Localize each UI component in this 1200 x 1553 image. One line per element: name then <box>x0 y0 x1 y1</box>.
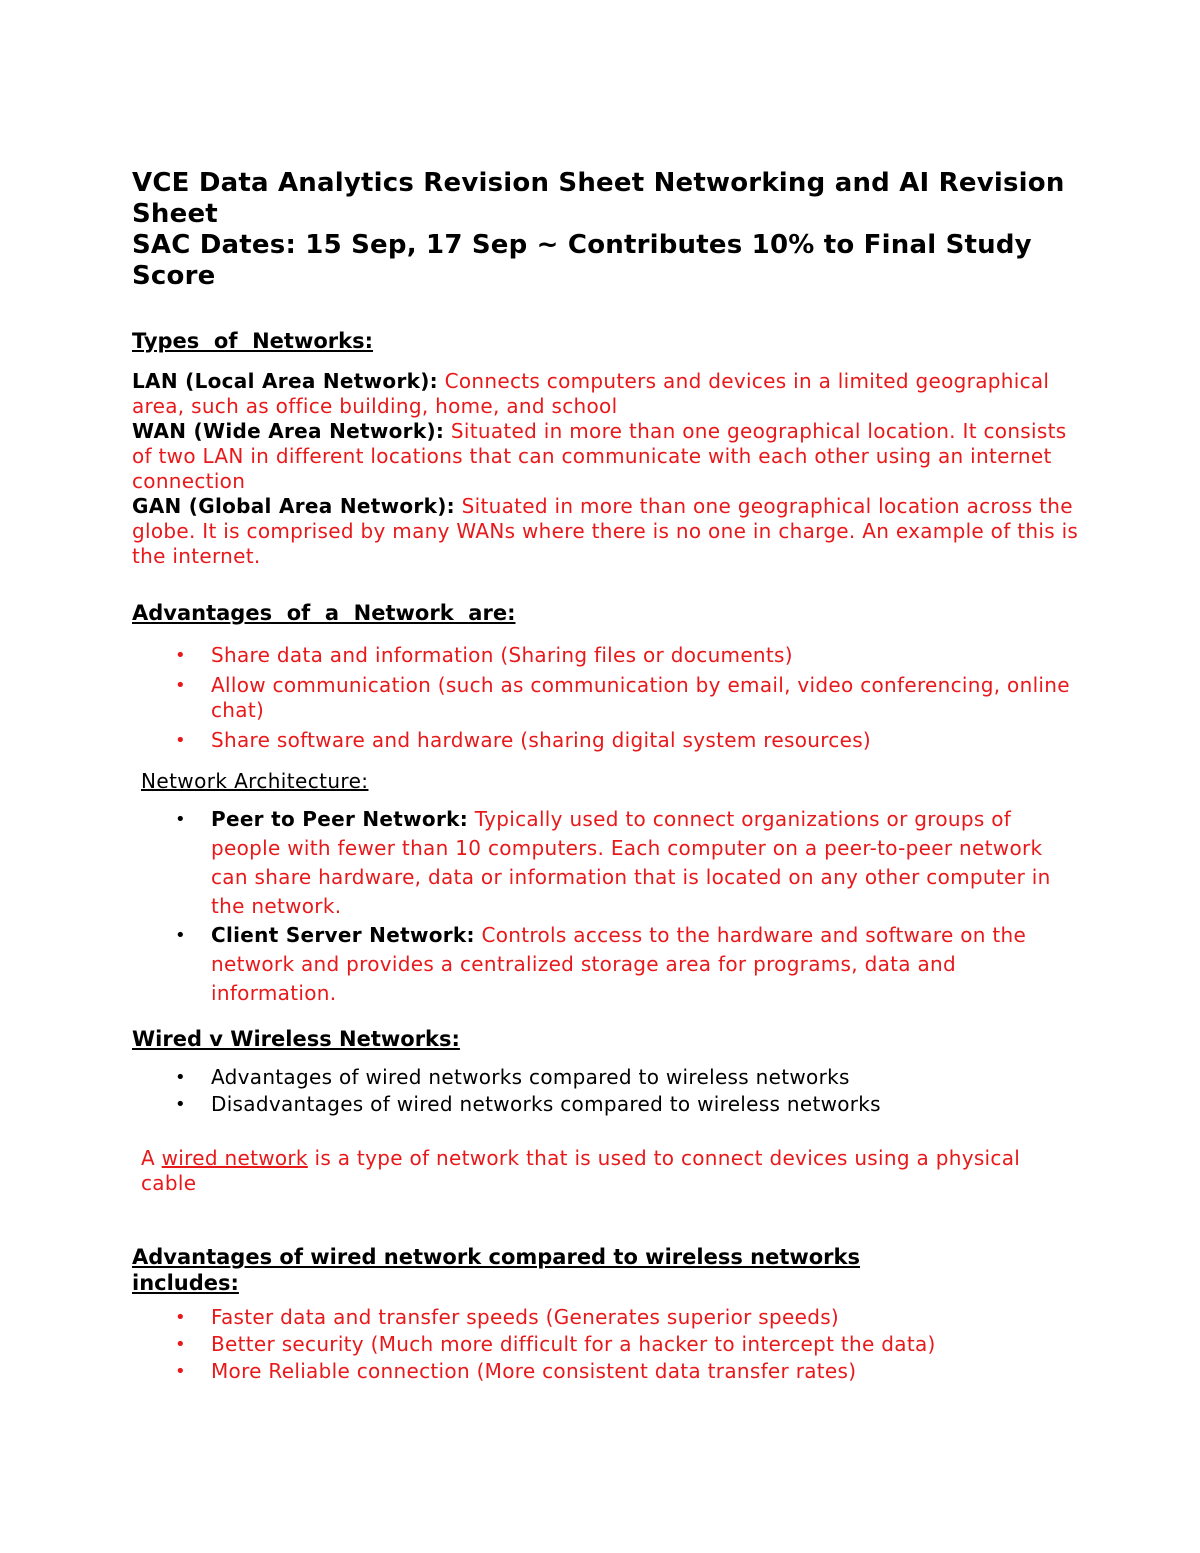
types-of-networks-heading: Types of Networks: <box>132 329 374 353</box>
list-item: • Peer to Peer Network: Typically used to connect organizations or groups of people with fewer than 10 computers. Each computer on a peer-to-peer network can share hardware, data or information that is located on any other computer in the network. <box>175 807 1051 918</box>
network-architecture-heading: Network Architecture: <box>141 769 369 793</box>
bullet-icon: • <box>175 1094 186 1115</box>
gan-label: GAN (Global Area Network): <box>132 494 455 518</box>
bullet-icon: • <box>175 925 186 946</box>
bullet-icon: • <box>175 675 186 696</box>
list-item: • Allow communication (such as communication by email, video conferencing, online chat) <box>175 673 1070 722</box>
bullet-icon: • <box>175 1067 186 1088</box>
list-item: • Share software and hardware (sharing digital system resources) <box>132 726 1082 755</box>
bullet-icon: • <box>175 1334 186 1355</box>
bullet-icon: • <box>175 730 186 751</box>
list-item: • Advantages of wired networks compared to wireless networks <box>175 1065 850 1089</box>
advantages-heading: Advantages of a Network are: <box>132 601 516 625</box>
list-item: • Share data and information (Sharing files or documents) <box>132 641 1082 670</box>
list-item: • Disadvantages of wired networks compared to wireless networks <box>175 1092 881 1116</box>
bullet-icon: • <box>175 809 186 830</box>
gan-text: Situated in more than one geographical location across the globe. It is comprised by many WANs where there is no one in charge. An example of this is the internet. <box>132 494 1079 568</box>
wired-list <box>132 1064 1082 1118</box>
list-item: • Client Server Network: Controls access to the hardware and software on the network and provides a centralized storage area for programs, data and information. <box>175 923 1027 1005</box>
list-item: • More Reliable connection (More consistent data transfer rates) <box>175 1359 857 1383</box>
lan-text: Connects computers and devices in a limited geographical area, such as office building, home, and school <box>132 369 1050 418</box>
list-item: • Faster data and transfer speeds (Generates superior speeds) <box>175 1305 840 1329</box>
wan-definition <box>132 419 1082 494</box>
wired-advantages-list <box>132 1304 1082 1385</box>
wired-advantages-heading: Advantages of wired network compared to wireless networks includes: <box>132 1245 861 1295</box>
wired-network-link[interactable]: wired network <box>161 1146 308 1170</box>
lan-definition <box>132 369 1082 419</box>
document-title: VCE Data Analytics Revision Sheet Networking and AI Revision Sheet <box>132 168 1065 229</box>
bullet-icon: • <box>175 1361 186 1382</box>
list-item: • Better security (Much more difficult for a hacker to intercept the data) <box>175 1332 936 1356</box>
wired-network-definition: A wired network is a type of network that is used to connect devices using a physical cable <box>141 1146 1021 1195</box>
wired-vs-wireless-heading: Wired v Wireless Networks: <box>132 1027 460 1051</box>
architecture-list <box>132 805 1082 1008</box>
bullet-icon: • <box>175 645 186 666</box>
gan-definition <box>132 494 1082 569</box>
lan-label: LAN (Local Area Network): <box>132 369 438 393</box>
sac-dates-line: SAC Dates: 15 Sep, 17 Sep ~ Contributes 10% to Final Study Score <box>132 230 1032 291</box>
advantages-list <box>132 641 1082 755</box>
wan-label: WAN (Wide Area Network): <box>132 419 445 443</box>
wan-text: Situated in more than one geographical location. It consists of two LAN in different locations that can communicate with each other using an internet connection <box>132 419 1067 493</box>
document-page <box>132 168 1082 1385</box>
bullet-icon: • <box>175 1307 186 1328</box>
